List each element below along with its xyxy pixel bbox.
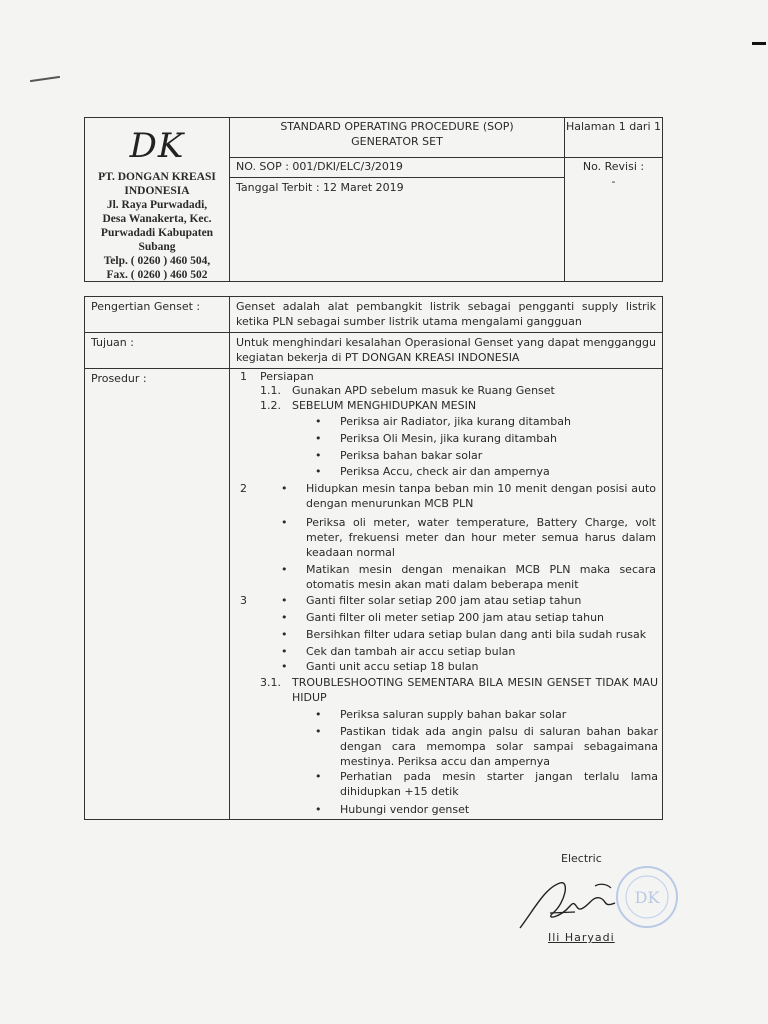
revision-cell (565, 158, 662, 281)
list-item: • Pastikan tidak ada angin palsu di saluran bahan bakar dengan cara memompa solar sampai sebagaimana mestinya. Periksa accu dan ampernya (340, 724, 658, 769)
definition-label: Pengertian Genset : (85, 297, 230, 332)
company-stamp (612, 862, 682, 932)
page-edge-mark (752, 42, 766, 45)
procedure-content (230, 369, 662, 819)
company-logo-cell (85, 118, 230, 281)
purpose-text: Untuk menghindari kesalahan Operasional Genset yang dapat mengganggu kegiatan bekerja di PT DONGAN KREASI INDONESIA (236, 336, 656, 364)
signatory-name: Ili Haryadi (548, 931, 615, 944)
document-subtitle: GENERATOR SET (351, 135, 443, 148)
company-name: PT. DONGAN KREASI INDONESIA (98, 171, 216, 197)
step-number: 1 (240, 370, 247, 383)
company-address-line: Jl. Raya Purwadadi, (106, 199, 208, 211)
list-item: • Bersihkan filter udara setiap bulan dang anti bila sudah rusak (306, 627, 646, 642)
purpose-label: Tujuan : (85, 333, 230, 368)
company-logo: DK (129, 126, 185, 166)
list-item: • Hidupkan mesin tanpa beban min 10 menit dengan posisi auto dengan menurunkan MCB PLN (306, 481, 656, 511)
revision-label: No. Revisi : (582, 160, 645, 173)
page-info: Halaman 1 dari 1 (565, 118, 662, 158)
list-item: • Ganti filter oli meter setiap 200 jam atau setiap tahun (306, 610, 604, 625)
list-item: • Perhatian pada mesin starter jangan terlalu lama dihidupkan +15 detik (340, 769, 658, 799)
step-title: Persiapan (260, 370, 314, 383)
list-item: • Periksa Oli Mesin, jika kurang ditambah (340, 431, 557, 446)
purpose-row (85, 333, 662, 369)
svg-text:DK: DK (634, 888, 660, 907)
document-title: STANDARD OPERATING PROCEDURE (SOP) (280, 120, 514, 133)
list-item: • Periksa air Radiator, jika kurang ditambah (340, 414, 571, 429)
document-title-cell (230, 118, 565, 158)
list-item: • Cek dan tambah air accu setiap bulan (306, 644, 515, 659)
procedure-row (85, 369, 662, 819)
substep-number: 1.1. (260, 384, 281, 397)
list-item: • Periksa oli meter, water temperature, Battery Charge, volt meter, frekuensi meter dan hour meter semua harus dalam keadaan normal (306, 515, 656, 560)
sop-header-table (84, 117, 663, 282)
revision-value: - (611, 175, 616, 188)
substep-text: TROUBLESHOOTING SEMENTARA BILA MESIN GENSET TIDAK MAU HIDUP (292, 676, 658, 704)
step-number: 3 (240, 594, 247, 607)
company-fax: Fax. ( 0260 ) 460 502 (106, 269, 208, 281)
company-address-line: Purwadadi Kabupaten (100, 227, 214, 239)
list-item: • Periksa saluran supply bahan bakar solar (340, 707, 566, 722)
list-item: • Periksa Accu, check air dan ampernya (340, 464, 550, 479)
stray-pen-stroke (30, 76, 60, 82)
substep-number: 3.1. (260, 676, 281, 689)
company-address-line: Subang (138, 241, 176, 253)
definition-text: Genset adalah alat pembangkit listrik sebagai pengganti supply listrik ketika PLN sebagai sumber listrik utama mengalami gangguan (236, 300, 656, 328)
substep-text: SEBELUM MENGHIDUPKAN MESIN (292, 399, 477, 412)
procedure-label: Prosedur : (85, 369, 230, 819)
substep-number: 1.2. (260, 399, 281, 412)
list-item: • Hubungi vendor genset (340, 802, 469, 817)
definition-row (85, 297, 662, 333)
company-address-line: Desa Wanakerta, Kec. (102, 213, 212, 225)
company-phone: Telp. ( 0260 ) 460 504, (103, 255, 211, 267)
list-item: • Ganti unit accu setiap 18 bulan (306, 659, 479, 674)
list-item: • Matikan mesin dengan menaikan MCB PLN maka secara otomatis mesin akan mati dalam beberapa menit (306, 562, 656, 592)
sop-body-table (84, 296, 663, 820)
list-item: • Ganti filter solar setiap 200 jam atau setiap tahun (306, 593, 581, 608)
signature-role: Electric (561, 852, 602, 865)
sop-number: NO. SOP : 001/DKI/ELC/3/2019 (230, 158, 565, 178)
step-number: 2 (240, 482, 247, 495)
handwritten-signature (515, 868, 625, 938)
substep-text: Gunakan APD sebelum masuk ke Ruang Genset (292, 384, 555, 397)
issue-date: Tanggal Terbit : 12 Maret 2019 (230, 178, 565, 281)
list-item: • Periksa bahan bakar solar (340, 448, 482, 463)
